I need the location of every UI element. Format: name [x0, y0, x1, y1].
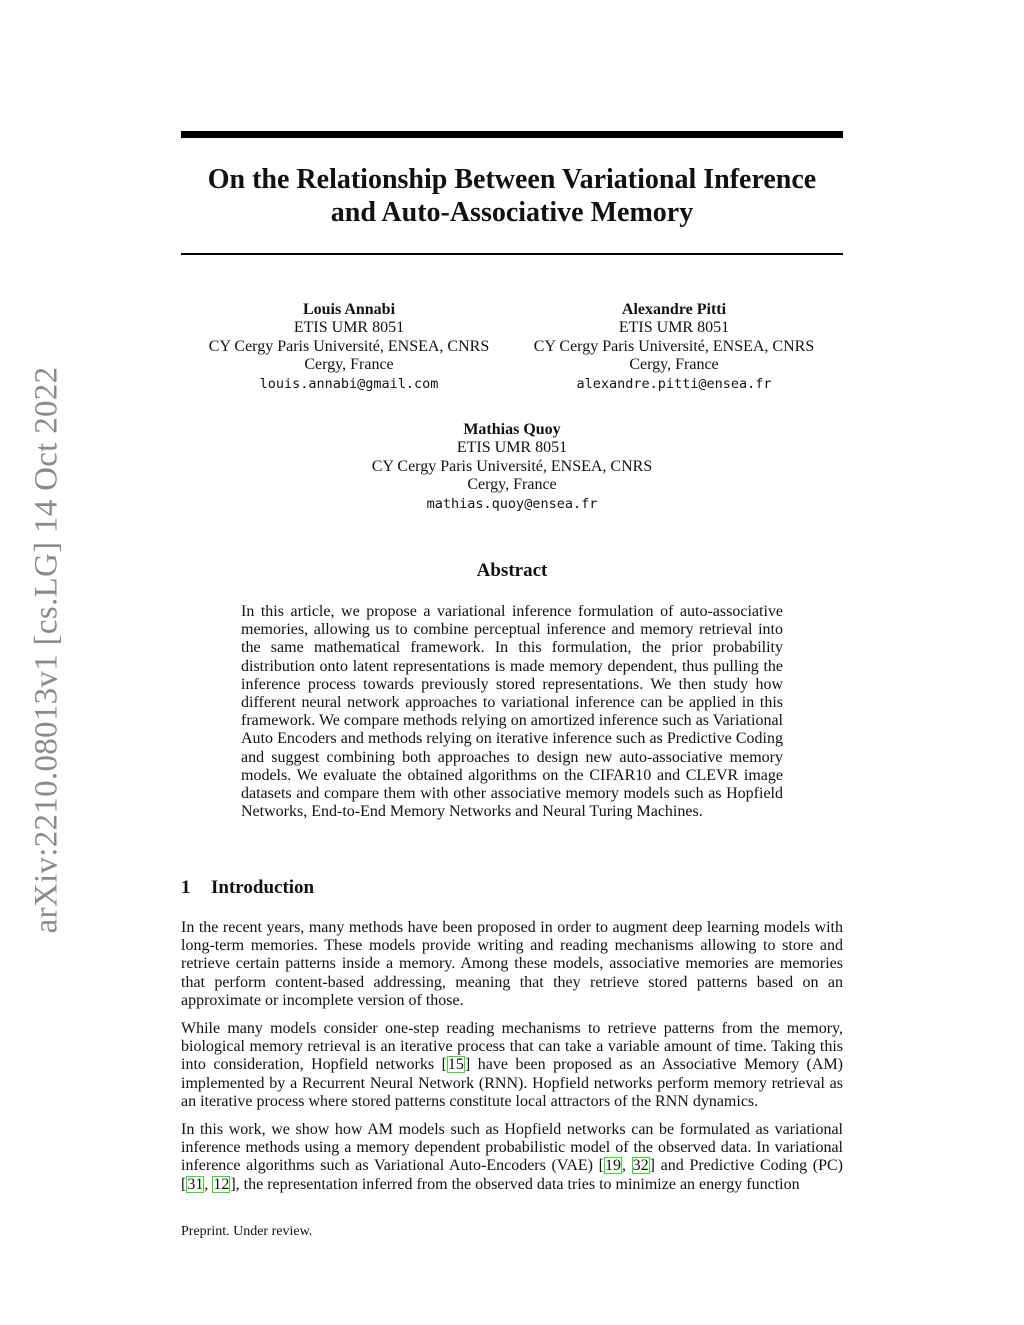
citation-link-15[interactable]: 15	[447, 1056, 464, 1074]
intro-paragraph-2	[181, 1020, 843, 1111]
paper-title-line-1: On the Relationship Between Variational Inference	[207, 164, 817, 195]
citation-link-19[interactable]: 19	[605, 1157, 621, 1175]
section-heading-introduction	[181, 877, 314, 899]
abstract-text: In this article, we propose a variational inference formulation of auto-associative memories, allowing us to combine perceptual inference and memory retrieval into the same mathematical framework. In this formulation, the prior probability distribution onto latent representations is made memory dependent, thus pulling the inference process towards previously stored representations. We then study how different neural network approaches to variational inference can be applied in this framework. We compare methods relying on amortized inference such as Variational Auto Encoders and methods relying on iterative inference such as Predictive Coding and suggest combining both approaches to design new auto-associative memory models. We evaluate the obtained algorithms on the CIFAR10 and CLEVR image datasets and compare them with other associative memory models such as Hopfield Networks, End-to-End Memory Networks and Neural Turing Machines.	[241, 603, 783, 821]
author-location: Cergy, France	[629, 356, 719, 374]
author-email: louis.annabi@gmail.com	[259, 375, 439, 392]
author-block-quoy	[362, 421, 662, 513]
paragraph-text: While many models consider one-step reading mechanisms to retrieve patterns from the memory, biological memory retrieval is an iterative process that can take a variable amount of time. Taking this into consideration, Hopfield networks [	[181, 1020, 843, 1074]
citation-link-12[interactable]: 12	[213, 1175, 230, 1193]
citation-link-32[interactable]: 32	[632, 1157, 649, 1175]
author-name: Louis Annabi	[302, 301, 396, 318]
author-lab: ETIS UMR 8051	[618, 319, 730, 337]
citation-separator: ,	[622, 1157, 632, 1175]
paragraph-text: In this work, we show how AM models such as Hopfield networks can be formulated as variational inference methods using a memory dependent probabilistic model of the observed data. In variational inference algorithms such as Variational Auto-Encoders (VAE) [	[181, 1121, 843, 1175]
paragraph-text: ], the representation inferred from the observed data tries to minimize an energy function	[230, 1175, 800, 1193]
author-name: Alexandre Pitti	[621, 301, 727, 318]
intro-paragraph-3	[181, 1121, 843, 1194]
author-block-pitti	[524, 301, 824, 393]
author-affiliation: CY Cergy Paris Université, ENSEA, CNRS	[533, 337, 815, 355]
paragraph-text: ] have been proposed as an Associative Memory (AM) implemented by a Recurrent Neural Network (RNN). Hopfield networks perform memory retrieval as an iterative process where stored patterns constitute local attractors of the RNN dynamics.	[181, 1056, 843, 1110]
paragraph-text: ] and Predictive Coding (PC) [	[181, 1157, 843, 1193]
author-affiliation: CY Cergy Paris Université, ENSEA, CNRS	[208, 337, 490, 355]
section-number: 1	[181, 877, 191, 898]
arxiv-identifier-stamp: arXiv:2210.08013v1 [cs.LG] 14 Oct 2022	[28, 366, 65, 934]
citation-separator: ,	[204, 1175, 213, 1193]
author-affiliation: CY Cergy Paris Université, ENSEA, CNRS	[371, 457, 653, 475]
citation-link-31[interactable]: 31	[187, 1175, 204, 1193]
author-location: Cergy, France	[304, 356, 394, 374]
author-email: alexandre.pitti@ensea.fr	[576, 375, 772, 392]
author-email: mathias.quoy@ensea.fr	[426, 495, 598, 512]
footer-preprint-note: Preprint. Under review.	[181, 1224, 313, 1239]
author-block-annabi	[199, 301, 499, 393]
title-bottom-rule	[181, 253, 843, 255]
paper-title	[150, 163, 874, 229]
title-top-rule	[181, 131, 843, 138]
author-lab: ETIS UMR 8051	[293, 319, 405, 337]
abstract-heading: Abstract	[476, 560, 548, 581]
section-title: Introduction	[211, 877, 315, 898]
author-location: Cergy, France	[467, 476, 557, 494]
intro-paragraph-1: In the recent years, many methods have been proposed in order to augment deep learning models with long-term memories. These models provide writing and reading mechanisms allowing to store and retrieve certain patterns inside a memory. Among these models, associative memories are memories that perform content-based addressing, meaning that they retrieve stored patterns based on an approximate or incomplete version of those.	[181, 919, 843, 1009]
paper-title-line-2: and Auto-Associative Memory	[330, 197, 694, 228]
author-name: Mathias Quoy	[463, 421, 561, 438]
author-lab: ETIS UMR 8051	[456, 439, 568, 457]
